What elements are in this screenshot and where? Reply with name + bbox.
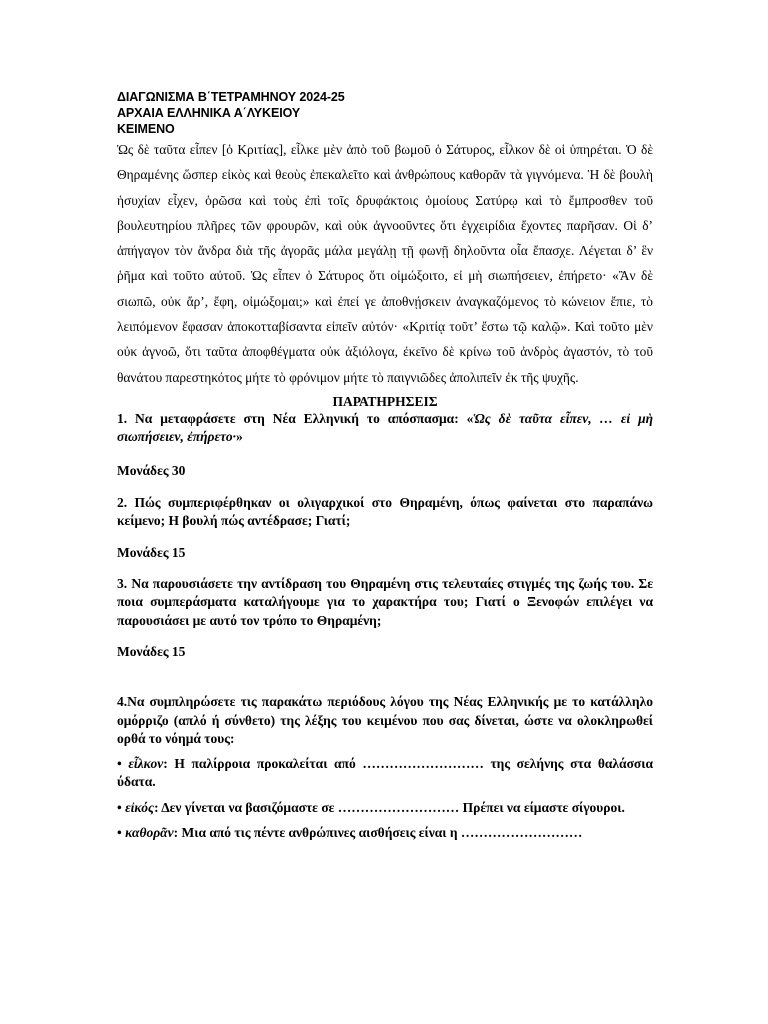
question-1-quote: Ὡς δὲ ταῦτα εἶπεν, … εἰ μὴ σιωπήσειεν, ἐπήρετο·	[117, 410, 653, 445]
question-3-marks: Μονάδες 15	[117, 644, 186, 660]
question-3: 3. Να παρουσιάσετε την αντίδραση του Θηραμένη στις τελευταίες στιγμές της ζωής του. Σε ποια συμπεράσματα καταλήγουμε για το χαρακτήρα του; Γιατί ο Ξενοφών επιλέγει να παρουσιάσει με αυτό τον τρόπο το Θηραμένη;	[117, 575, 653, 628]
bullet-mark: •	[117, 755, 129, 771]
fill-in-text-1: : Η παλίρροια προκαλείται από ……………………… της σελήνης στα θαλάσσια ύδατα.	[117, 755, 653, 790]
text-section-label: ΚΕΙΜΕΝΟ	[117, 122, 175, 136]
fill-in-text-3: : Μια από τις πέντε ανθρώπινες αισθήσεις είναι η ………………………	[173, 825, 583, 841]
fill-in-item-2	[117, 799, 653, 818]
question-1	[117, 410, 653, 447]
exam-header	[117, 89, 653, 137]
bullet-mark: •	[117, 799, 126, 815]
exam-page	[117, 89, 653, 843]
exam-subject: ΑΡΧΑΙΑ ΕΛΛΗΝΙΚΑ Α΄ΛΥΚΕΙΟΥ	[117, 106, 301, 120]
fill-in-word-1: εἷλκον	[128, 755, 164, 771]
question-1-tail: »	[235, 429, 243, 445]
fill-in-item-1	[117, 755, 653, 792]
question-2: 2. Πώς συμπεριφέρθηκαν οι ολιγαρχικοί στο Θηραμένη, όπως φαίνεται στο παραπάνω κείμενο; Η βουλή πώς αντέδρασε; Γιατί;	[117, 494, 653, 529]
exam-title: ΔΙΑΓΩΝΙΣΜΑ Β΄ΤΕΤΡΑΜΗΝΟΥ 2024-25	[117, 90, 345, 104]
fill-in-item-3	[117, 824, 653, 843]
question-1-marks: Μονάδες 30	[117, 462, 186, 478]
question-1-lead: 1. Να μεταφράσετε στη Νέα Ελληνική το απόσπασμα: «	[117, 410, 474, 426]
fill-in-word-3: καθορᾶν	[125, 825, 174, 841]
fill-in-text-2: : Δεν γίνεται να βασιζόμαστε σε ……………………… Πρέπει να είμαστε σίγουροι.	[154, 799, 625, 815]
fill-in-word-2: εἰκός	[125, 799, 155, 815]
bullet-mark: •	[117, 825, 126, 841]
notes-heading: ΠΑΡΑΤΗΡΗΣΕΙΣ	[332, 393, 438, 409]
ancient-greek-text: Ὡς δὲ ταῦτα εἶπεν [ὁ Κριτίας], εἷλκε μὲν ἀπὸ τοῦ βωμοῦ ὁ Σάτυρος, εἷλκον δὲ οἱ ὑπηρέται. Ὁ δὲ Θηραμένης ὥσπερ εἰκὸς καὶ θεοὺς ἐπεκαλεῖτο καὶ ἀνθρώπους καθορᾶν τὰ γιγνόμενα. Ἡ δὲ βουλὴ ἡσυχίαν εἶχεν, ὁρῶσα καὶ τοὺς ἐπὶ τοῖς δρυφάκτοις ὁμοίους Σατύρῳ καὶ τὸ ἔμπροσθεν τοῦ βουλευτηρίου πλῆρες τῶν φρουρῶν, καὶ οὐκ ἀγνοοῦντες ὅτι ἐγχειρίδια ἔχοντες παρῆσαν. Οἱ δ’ ἀπήγαγον τὸν ἄνδρα διὰ τῆς ἀγορᾶς μάλα μεγάλῃ τῇ φωνῇ δηλοῦντα οἷα ἔπασχε. Λέγεται δ’ ἓν ῥῆμα καὶ τοῦτο αὐτοῦ. Ὡς εἶπεν ὁ Σάτυρος ὅτι οἰμώξοιτο, εἰ μὴ σιωπήσειεν, ἐπήρετο· «Ἂν δὲ σιωπῶ, οὐκ ἄρ’, ἔφη, οἰμώξομαι;» καὶ ἐπεί γε ἀποθνῄσκειν ἀναγκαζόμενος τὸ κώνειον ἔπιε, τὸ λειπόμενον ἔφασαν ἀποκοτταβίσαντα εἰπεῖν αὐτόν· «Κριτίᾳ τοῦτ’ ἔστω τῷ καλῷ». Καὶ τοῦτο μὲν οὐκ ἀγνοῶ, ὅτι ταῦτα ἀποφθέγματα οὐκ ἀξιόλογα, ἐκεῖνο δὲ κρίνω τοῦ ἀνδρὸς ἀγαστόν, τὸ τοῦ θανάτου παρεστηκότος μήτε τὸ φρόνιμον μήτε τὸ παιγνιῶδες ἀπολιπεῖν ἐκ τῆς ψυχῆς.	[117, 142, 653, 385]
question-2-marks: Μονάδες 15	[117, 544, 186, 560]
question-4: 4.Να συμπληρώσετε τις παρακάτω περιόδους λόγου της Νέας Ελληνικής με το κατάλληλο ομόρριζο (απλό ή σύνθετο) της λέξης του κειμένου που σας δίνεται, ώστε να ολοκληρωθεί ορθά το νόημά τους:	[117, 694, 653, 747]
